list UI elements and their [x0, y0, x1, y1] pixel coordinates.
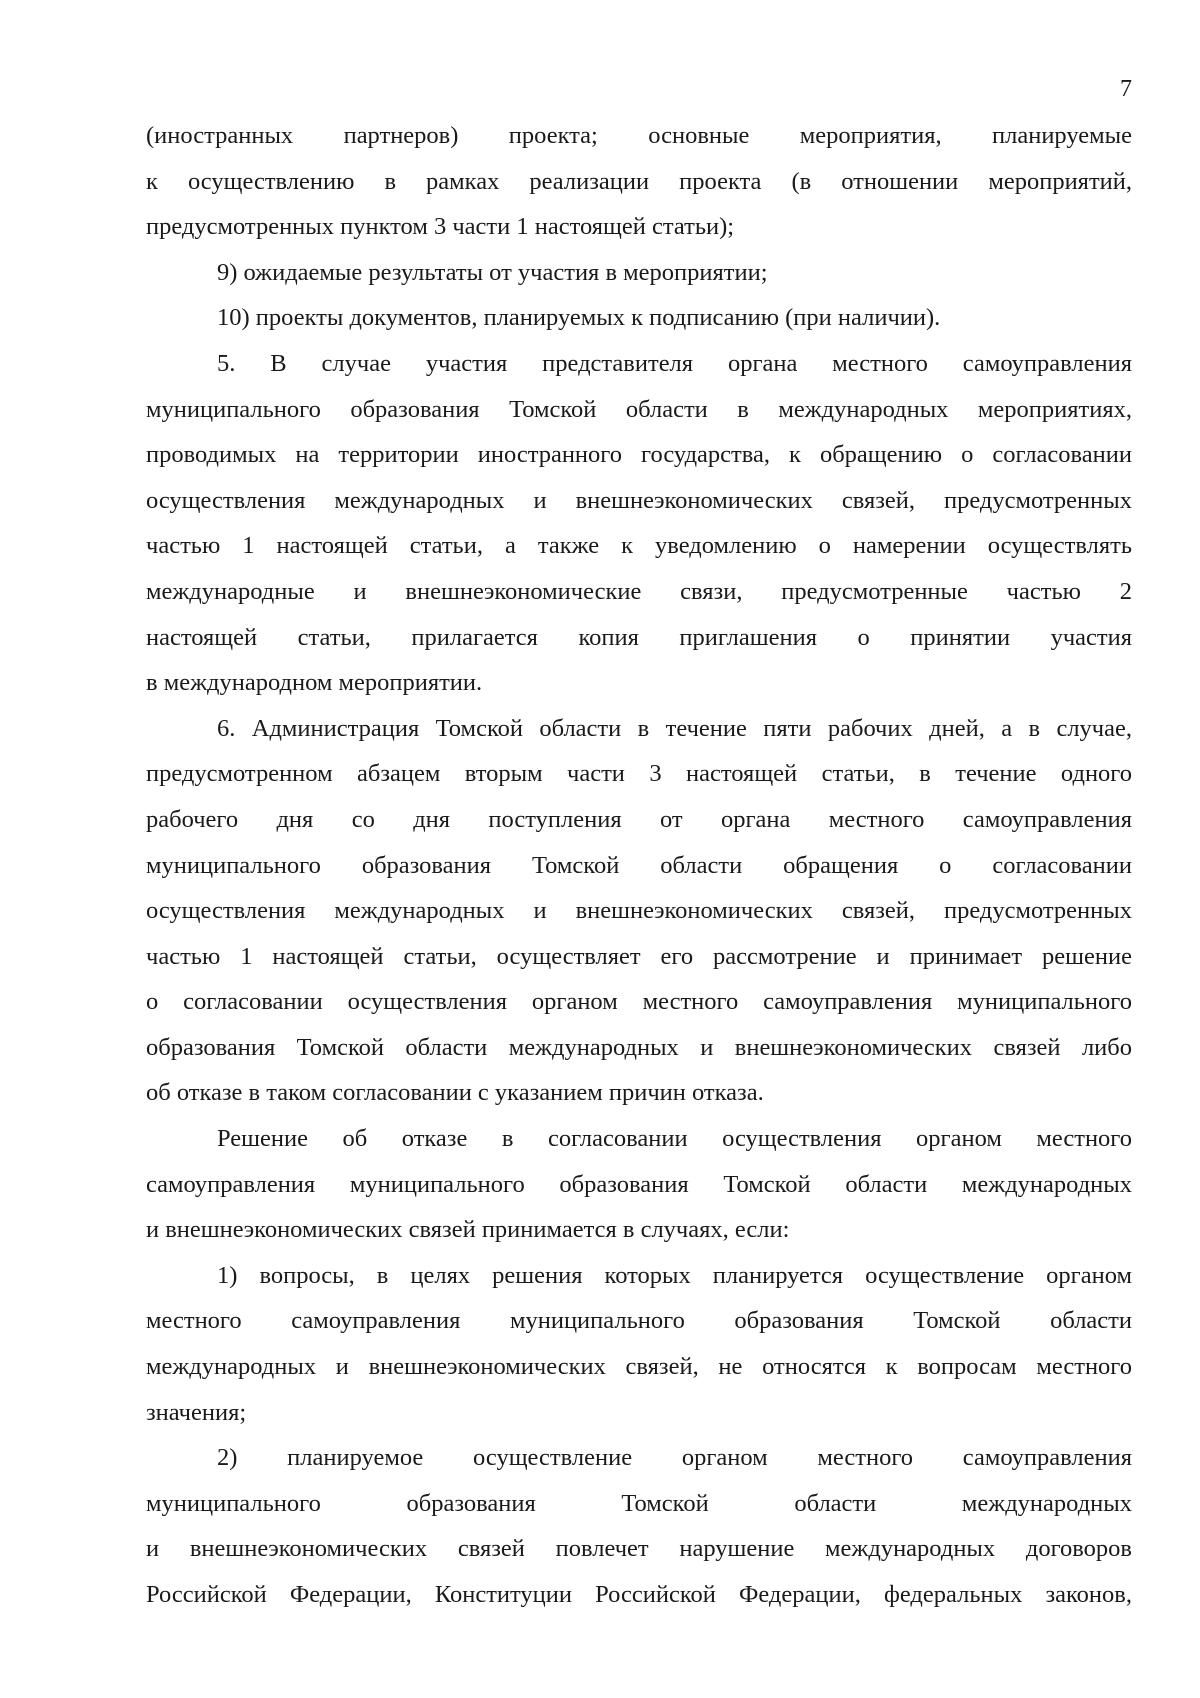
text-line: и внешнеэкономических связей повлечет нарушение международных договоров: [146, 1535, 1132, 1563]
text-line: об отказе в таком согласовании с указанием причин отказа.: [146, 1079, 764, 1107]
text-line: международных и внешнеэкономических связей, не относятся к вопросам местного: [146, 1353, 1132, 1381]
text-line: значения;: [146, 1398, 247, 1426]
text-line: 5. В случае участия представителя органа местного самоуправления: [217, 349, 1132, 377]
text-line: Российской Федерации, Конституции Российской Федерации, федеральных законов,: [146, 1581, 1132, 1608]
text-line: 2) планируемое осуществление органом местного самоуправления: [217, 1444, 1132, 1472]
text-line: о согласовании осуществления органом местного самоуправления муниципального: [146, 988, 1132, 1016]
text-line: местного самоуправления муниципального образования Томской области: [146, 1307, 1132, 1335]
document-body: [146, 113, 1132, 1618]
text-line: и внешнеэкономических связей принимается в случаях, если:: [146, 1216, 790, 1244]
text-line: самоуправления муниципального образования Томской области международных: [146, 1170, 1132, 1198]
text-line: предусмотренном абзацем вторым части 3 настоящей статьи, в течение одного: [146, 760, 1132, 788]
text-line: к осуществлению в рамках реализации проекта (в отношении мероприятий,: [146, 167, 1132, 195]
text-line: муниципального образования Томской области международных: [146, 1489, 1132, 1517]
text-line: образования Томской области международных и внешнеэкономических связей либо: [146, 1033, 1132, 1061]
text-line: настоящей статьи, прилагается копия приглашения о принятии участия: [146, 623, 1132, 651]
text-line: осуществления международных и внешнеэкономических связей, предусмотренных: [146, 486, 1132, 514]
text-line: (иностранных партнеров) проекта; основные мероприятия, планируемые: [146, 122, 1132, 149]
text-line: 9) ожидаемые результаты от участия в мероприятии;: [217, 258, 768, 286]
text-line: рабочего дня со дня поступления от органа местного самоуправления: [146, 805, 1132, 833]
text-line: частью 1 настоящей статьи, осуществляет его рассмотрение и принимает решение: [146, 942, 1132, 970]
text-line: международные и внешнеэкономические связи, предусмотренные частью 2: [146, 577, 1132, 605]
text-line: осуществления международных и внешнеэкономических связей, предусмотренных: [146, 897, 1132, 925]
text-line: проводимых на территории иностранного государства, к обращению о согласовании: [146, 441, 1132, 469]
text-line: муниципального образования Томской области обращения о согласовании: [146, 851, 1132, 879]
text-line: муниципального образования Томской области в международных мероприятиях,: [146, 395, 1132, 423]
page-number: 7: [1120, 76, 1132, 102]
text-line: Решение об отказе в согласовании осуществления органом местного: [217, 1125, 1132, 1153]
text-line: предусмотренных пунктом 3 части 1 настоящей статьи);: [146, 213, 735, 241]
text-line: частью 1 настоящей статьи, а также к уведомлению о намерении осуществлять: [146, 532, 1132, 560]
text-line: 10) проекты документов, планируемых к подписанию (при наличии).: [217, 304, 941, 332]
text-line: 6. Администрация Томской области в течение пяти рабочих дней, а в случае,: [217, 714, 1132, 742]
text-line: 1) вопросы, в целях решения которых планируется осуществление органом: [217, 1261, 1132, 1289]
text-line: в международном мероприятии.: [146, 669, 483, 697]
